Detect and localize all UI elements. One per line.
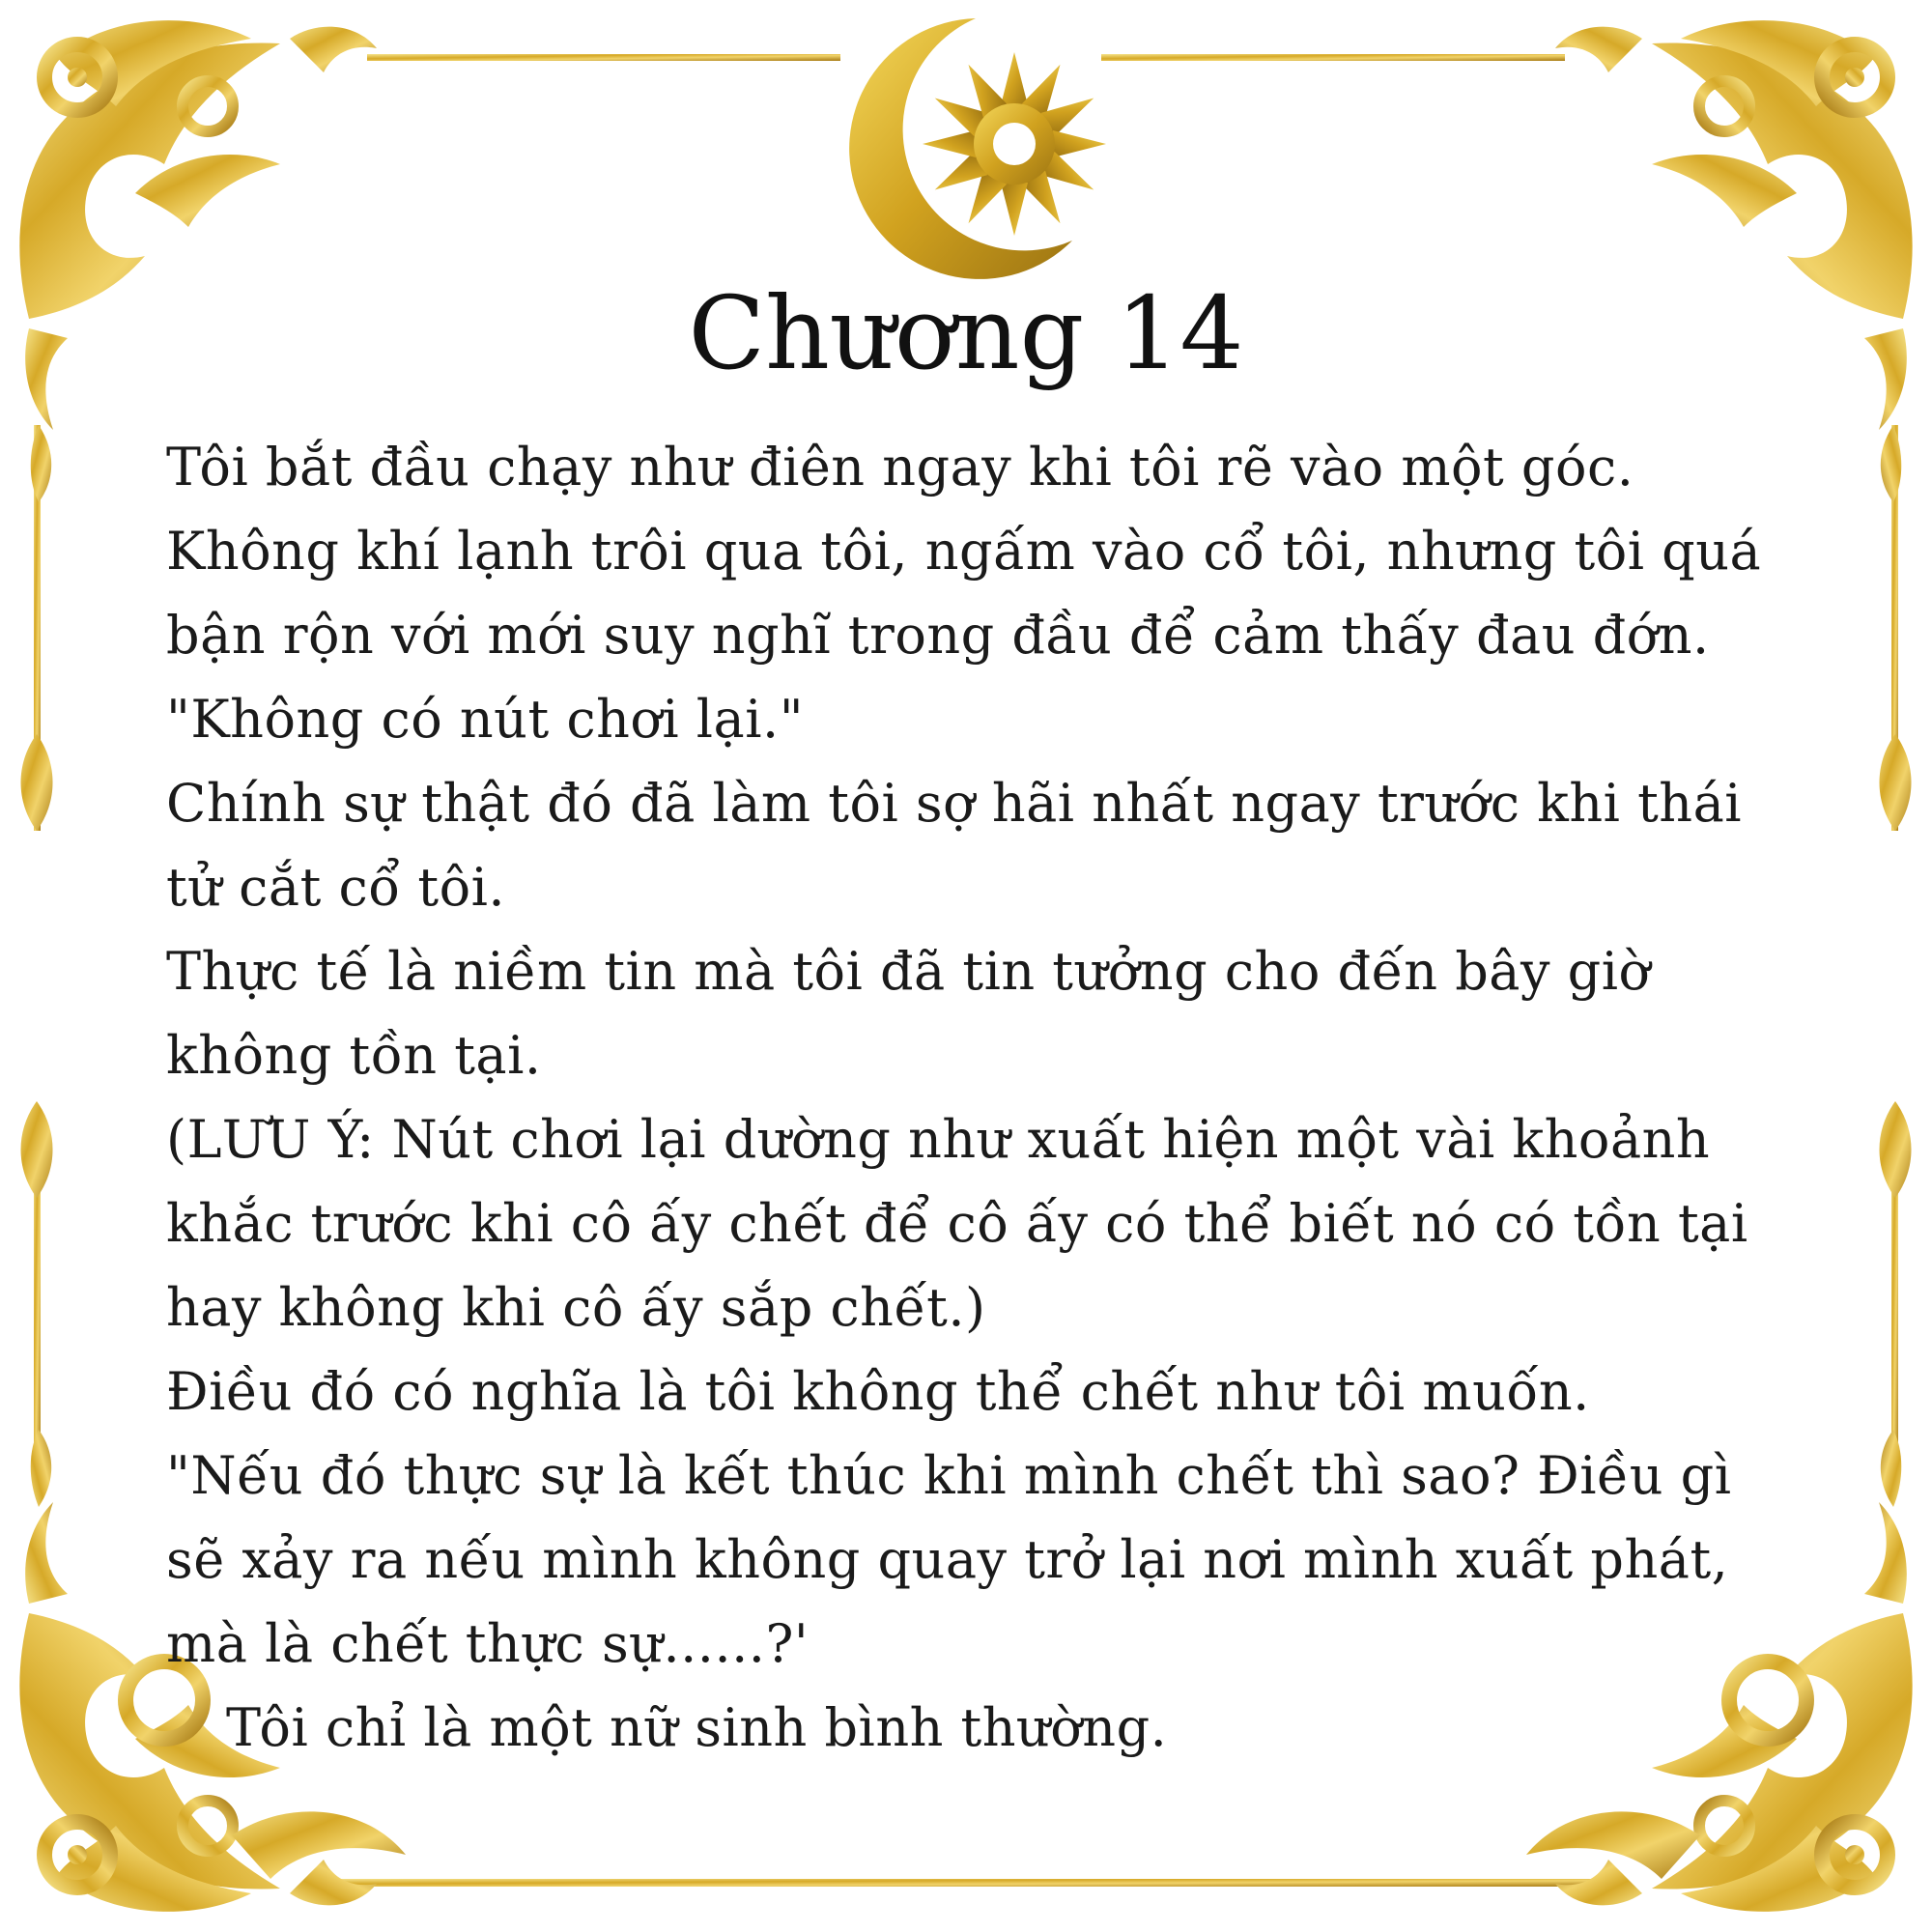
text-line: "Không có nút chơi lại." xyxy=(166,689,805,750)
chapter-body xyxy=(166,425,1895,1770)
text-line: tử cắt cổ tôi. xyxy=(166,857,506,918)
text-line: Không khí lạnh trôi qua tôi, ngấm vào cổ tôi, nhưng tôi quá xyxy=(166,521,1762,582)
text-line: Tôi chỉ là một nữ sinh bình thường. xyxy=(226,1697,1168,1758)
text-line: Điều đó có nghĩa là tôi không thể chết như tôi muốn. xyxy=(166,1361,1590,1422)
text-line: sẽ xảy ra nếu mình không quay trở lại nơi mình xuất phát, xyxy=(166,1529,1729,1590)
text-line: hay không khi cô ấy sắp chết.) xyxy=(166,1277,986,1338)
crescent-moon-sun-icon xyxy=(831,14,1121,284)
text-line: khắc trước khi cô ấy chết để cô ấy có thể biết nó có tồn tại xyxy=(166,1193,1748,1254)
text-line: "Nếu đó thực sự là kết thúc khi mình chết thì sao? Điều gì xyxy=(166,1445,1732,1506)
text-line: bận rộn với mới suy nghĩ trong đầu để cảm thấy đau đớn. xyxy=(166,605,1710,666)
text-line: Tôi bắt đầu chạy như điên ngay khi tôi rẽ vào một góc. xyxy=(166,437,1634,497)
text-line: không tồn tại. xyxy=(166,1025,542,1086)
text-line: Chính sự thật đó đã làm tôi sợ hãi nhất ngay trước khi thái xyxy=(166,773,1743,834)
text-line: Thực tế là niềm tin mà tôi đã tin tưởng cho đến bây giờ xyxy=(166,941,1651,1002)
chapter-title: Chương 14 xyxy=(688,274,1244,392)
text-line: (LƯU Ý: Nút chơi lại dường như xuất hiện một vài khoảnh xyxy=(166,1109,1711,1170)
text-line: mà là chết thực sự......?' xyxy=(166,1613,810,1674)
